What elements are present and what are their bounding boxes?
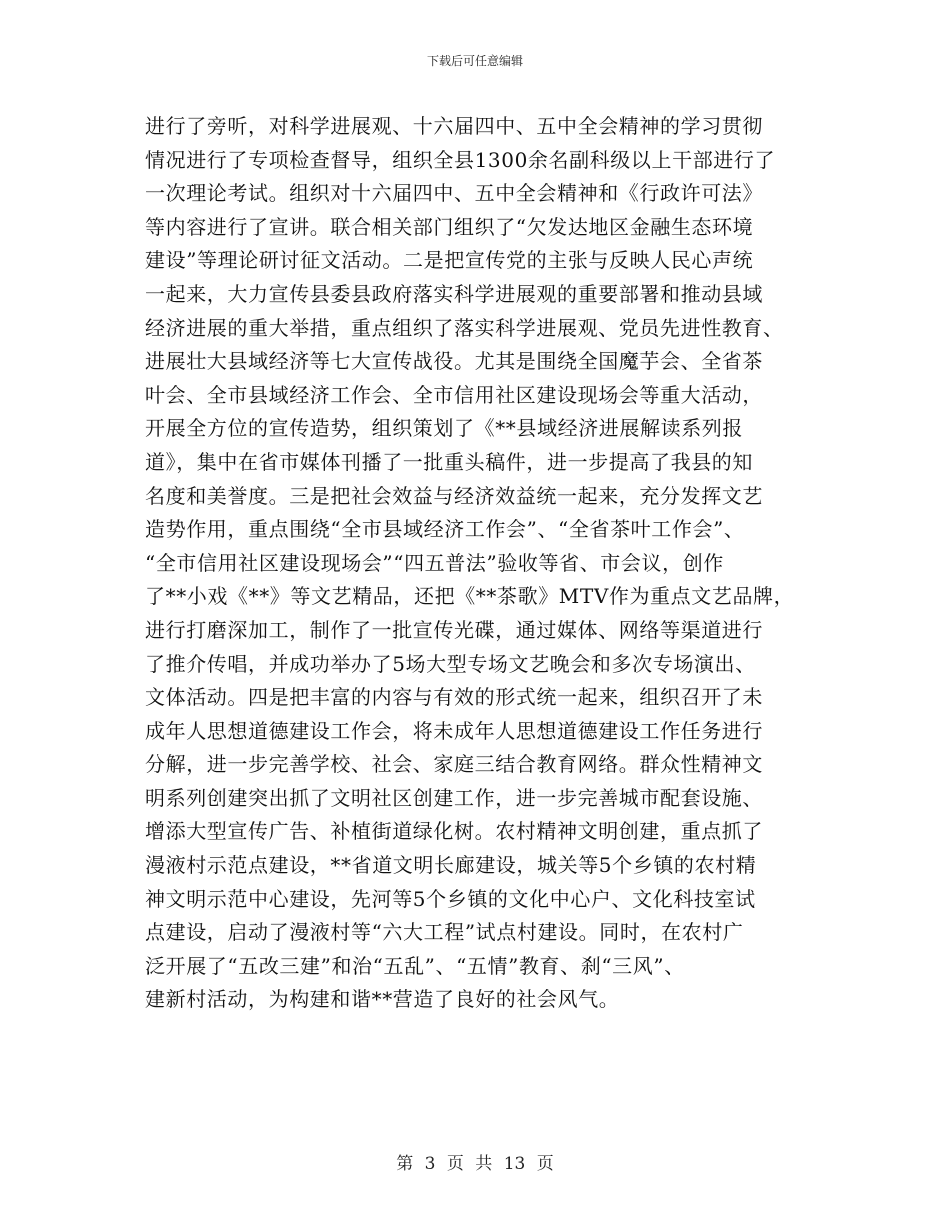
text-line: 了推介传唱，并成功举办了5场大型专场文艺晚会和多次专场演出、	[145, 651, 756, 676]
text-line: 情况进行了专项检查督导，组织全县1300余名副科级以上干部进行了	[145, 147, 776, 172]
text-line: 神文明示范中心建设，先河等5个乡镇的文化中心户、文化科技室试	[145, 886, 756, 911]
text-line: 叶会、全市县域经济工作会、全市信用社区建设现场会等重大活动，	[145, 382, 763, 407]
text-line: 分解，进一步完善学校、社会、家庭三结合教育网络。群众性精神文	[145, 752, 763, 777]
text-line: 名度和美誉度。三是把社会效益与经济效益统一起来，充分发挥文艺	[145, 483, 763, 508]
text-line: 文体活动。四是把丰富的内容与有效的形式统一起来，组织召开了未	[145, 685, 763, 710]
page-footer: 第 3 页 共 13 页	[396, 1154, 554, 1174]
text-line: 等内容进行了宣讲。联合相关部门组织了“欠发达地区金融生态环境	[145, 214, 754, 239]
text-line: 造势作用，重点围绕“全市县域经济工作会”、“全省茶叶工作会”、	[145, 517, 745, 542]
text-line: 建设”等理论研讨征文活动。二是把宣传党的主张与反映人民心声统	[145, 248, 754, 273]
text-line: 进展壮大县域经济等七大宣传战役。尤其是围绕全国魔芋会、全省茶	[145, 349, 763, 374]
text-line: 开展全方位的宣传造势，组织策划了《**县域经济进展解读系列报	[145, 416, 743, 441]
text-line: 泛开展了“五改三建”和治“五乱”、“五情”教育、刹“三风”、	[145, 953, 685, 978]
text-line: 进行打磨深加工，制作了一批宣传光碟，通过媒体、网络等渠道进行	[145, 617, 763, 642]
page-header: 下载后可任意编辑	[426, 54, 523, 68]
text-line: 一次理论考试。组织对十六届四中、五中全会精神和《行政许可法》	[145, 181, 763, 206]
text-line: 增添大型宣传广告、补植街道绿化树。农村精神文明创建，重点抓了	[145, 819, 763, 844]
text-line: 漫液村示范点建设，**省道文明长廊建设，城关等5个乡镇的农村精	[145, 853, 757, 878]
body-text	[145, 110, 807, 1017]
text-line: 建新村活动，为构建和谐**营造了良好的社会风气。	[145, 987, 620, 1012]
text-line: 成年人思想道德建设工作会，将未成年人思想道德建设工作任务进行	[145, 718, 763, 743]
text-line: 经济进展的重大举措，重点组织了落实科学进展观、党员先进性教育、	[145, 315, 784, 340]
text-line: 道》，集中在省市媒体刊播了一批重头稿件，进一步提高了我县的知	[145, 449, 753, 474]
text-line: “全市信用社区建设现场会”“四五普法”验收等省、市会议，创作	[145, 550, 724, 575]
text-line: 点建设，启动了漫液村等“六大工程”试点村建设。同时，在农村广	[145, 920, 744, 945]
text-line: 明系列创建突出抓了文明社区创建工作，进一步完善城市配套设施、	[145, 785, 763, 810]
text-line: 进行了旁听，对科学进展观、十六届四中、五中全会精神的学习贯彻	[145, 114, 763, 138]
text-line: 一起来，大力宣传县委县政府落实科学进展观的重要部署和推动县域	[145, 281, 763, 306]
text-line: 了**小戏《**》等文艺精品，还把《**茶歌》MTV作为重点文艺品牌，	[145, 584, 795, 609]
